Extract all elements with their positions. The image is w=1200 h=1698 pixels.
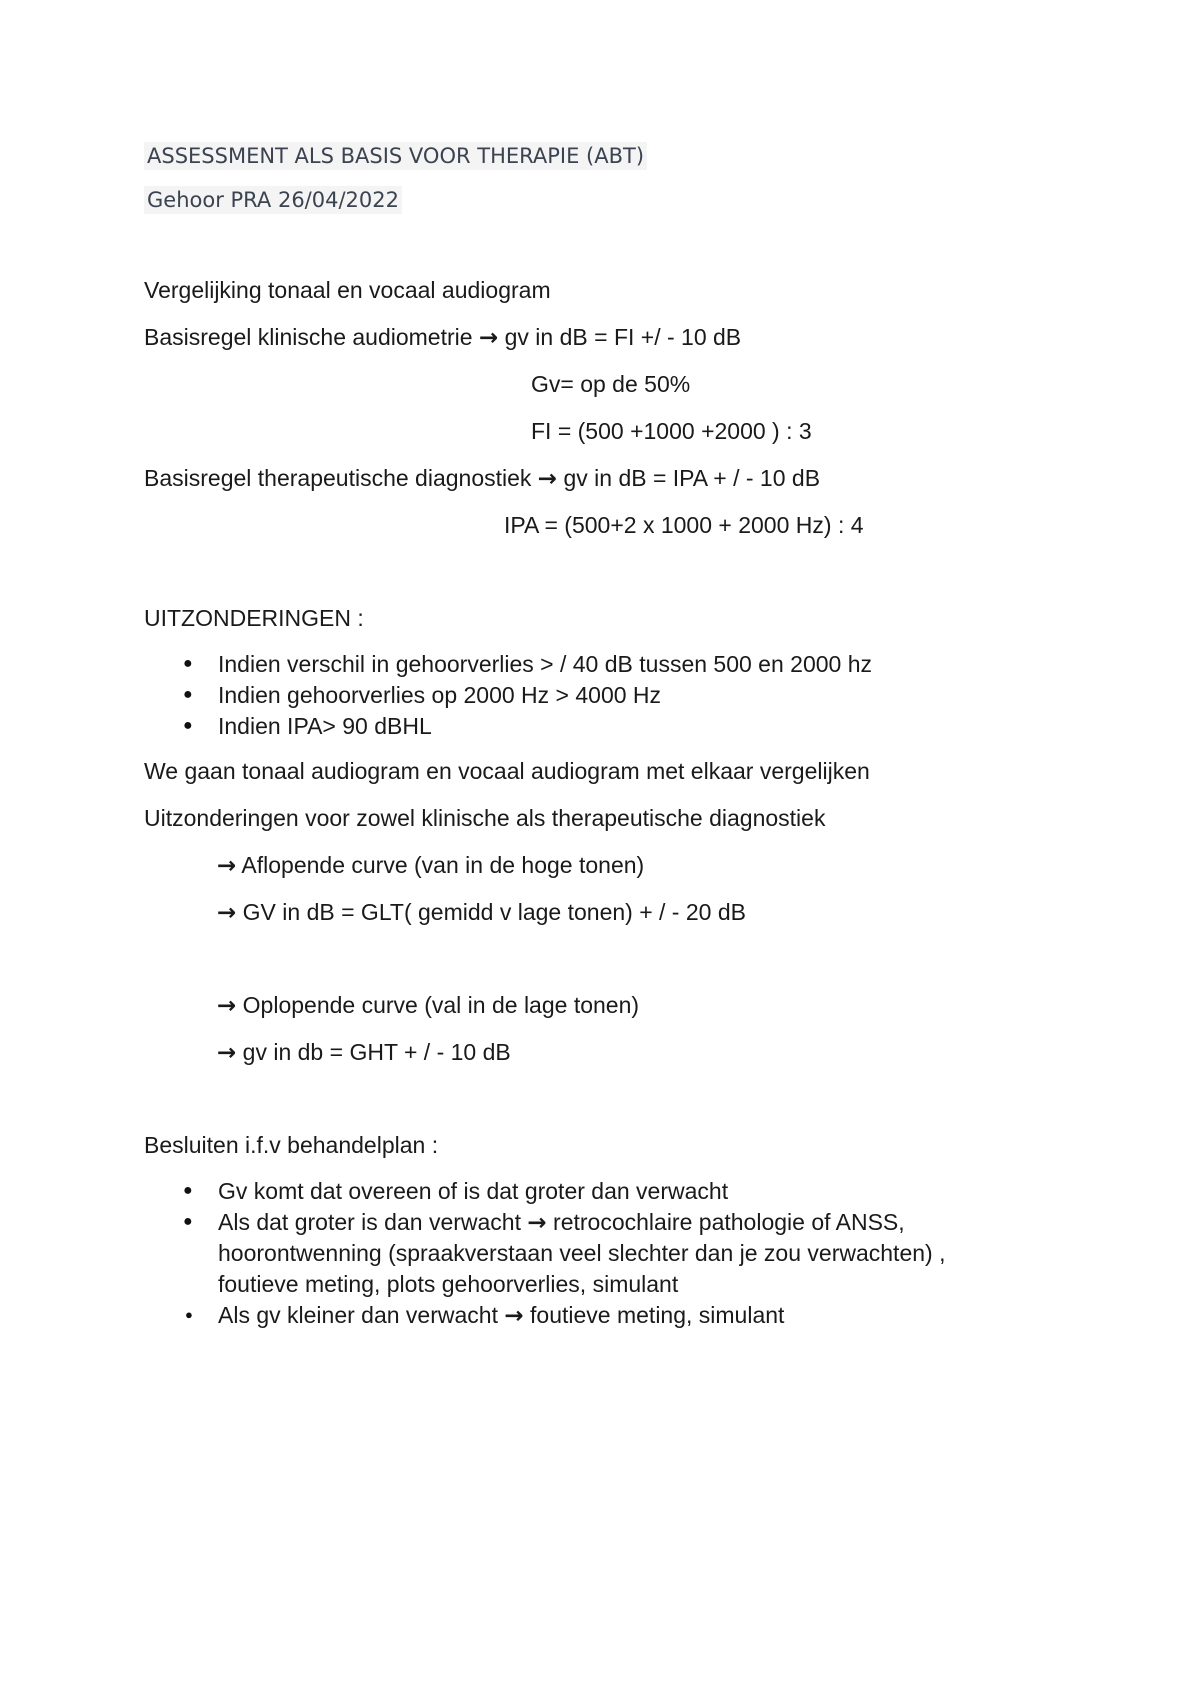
arrow-right-icon: → <box>537 466 558 492</box>
curve-descending-text: Aflopende curve (van in de hoge tonen) <box>241 852 645 878</box>
document-subtitle: Gehoor PRA 26/04/2022 <box>144 186 402 214</box>
conclusion-item <box>218 1208 905 1237</box>
arrow-right-icon: → <box>527 1210 547 1236</box>
both-exceptions-heading: Uitzonderingen voor zowel klinische als therapeutische diagnostiek <box>144 805 826 831</box>
rule-clinical-prefix: Basisregel klinische audiometrie <box>144 324 473 350</box>
rule-clinical-line <box>144 323 741 352</box>
conclusion-item-rest: retrocochlaire pathologie of ANSS, <box>553 1209 905 1235</box>
compare-note: We gaan tonaal audiogram en vocaal audiogram met elkaar vergelijken <box>144 758 870 784</box>
curve-ascending <box>217 991 639 1020</box>
bullet-icon: ● <box>183 1182 193 1199</box>
exception-item: Indien verschil in gehoorverlies > / 40 dB tussen 500 en 2000 hz <box>218 651 873 677</box>
rule-therapeutic-formula: gv in dB = IPA + / - 10 dB <box>563 465 821 491</box>
rule-therapeutic-line <box>144 464 820 493</box>
conclusion-item-continuation: foutieve meting, plots gehoorverlies, simulant <box>218 1271 679 1297</box>
curve-ascending-rule <box>217 1038 511 1067</box>
exceptions-heading: UITZONDERINGEN : <box>144 605 364 631</box>
curve-descending-rule-text: GV in dB = GLT( gemidd v lage tonen) + / - 20 dB <box>242 899 746 925</box>
bullet-icon: ● <box>183 655 193 672</box>
conclusion-item-continuation: hoorontwenning (spraakverstaan veel slechter dan je zou verwachten) , <box>218 1240 946 1266</box>
rule-clinical-fi: FI = (500 +1000 +2000 ) : 3 <box>531 418 812 444</box>
bullet-icon: ● <box>183 717 193 734</box>
bullet-icon: ● <box>183 1213 193 1230</box>
exception-item: Indien gehoorverlies op 2000 Hz > 4000 Hz <box>218 682 662 708</box>
arrow-right-icon: → <box>217 853 237 879</box>
rule-therapeutic-prefix: Basisregel therapeutische diagnostiek <box>144 465 532 491</box>
rule-clinical-gv: Gv= op de 50% <box>531 371 691 397</box>
document-title: ASSESSMENT ALS BASIS VOOR THERAPIE (ABT) <box>144 142 647 170</box>
rule-clinical-formula: gv in dB = FI +/ - 10 dB <box>504 324 742 350</box>
conclusion-item <box>218 1301 784 1330</box>
arrow-right-icon: → <box>217 900 237 926</box>
arrow-right-icon: → <box>478 325 499 351</box>
conclusion-item-prefix: Als gv kleiner dan verwacht <box>218 1302 498 1328</box>
arrow-right-icon: → <box>217 1040 237 1066</box>
conclusions-heading: Besluiten i.f.v behandelplan : <box>144 1132 439 1158</box>
conclusion-item-prefix: Als dat groter is dan verwacht <box>218 1209 521 1235</box>
exception-item: Indien IPA> 90 dBHL <box>218 713 432 739</box>
curve-ascending-text: Oplopende curve (val in de lage tonen) <box>242 992 640 1018</box>
curve-descending-rule <box>217 898 746 927</box>
conclusion-item: Gv komt dat overeen of is dat groter dan verwacht <box>218 1178 729 1204</box>
rule-therapeutic-ipa: IPA = (500+2 x 1000 + 2000 Hz) : 4 <box>504 512 864 538</box>
arrow-right-icon: → <box>217 993 237 1019</box>
curve-descending <box>217 851 644 880</box>
curve-ascending-rule-text: gv in db = GHT + / - 10 dB <box>242 1039 511 1065</box>
bullet-icon: ● <box>185 1307 193 1322</box>
comparison-heading: Vergelijking tonaal en vocaal audiogram <box>144 277 551 303</box>
conclusion-item-rest: foutieve meting, simulant <box>530 1302 785 1328</box>
arrow-right-icon: → <box>504 1303 524 1329</box>
bullet-icon: ● <box>183 686 193 703</box>
